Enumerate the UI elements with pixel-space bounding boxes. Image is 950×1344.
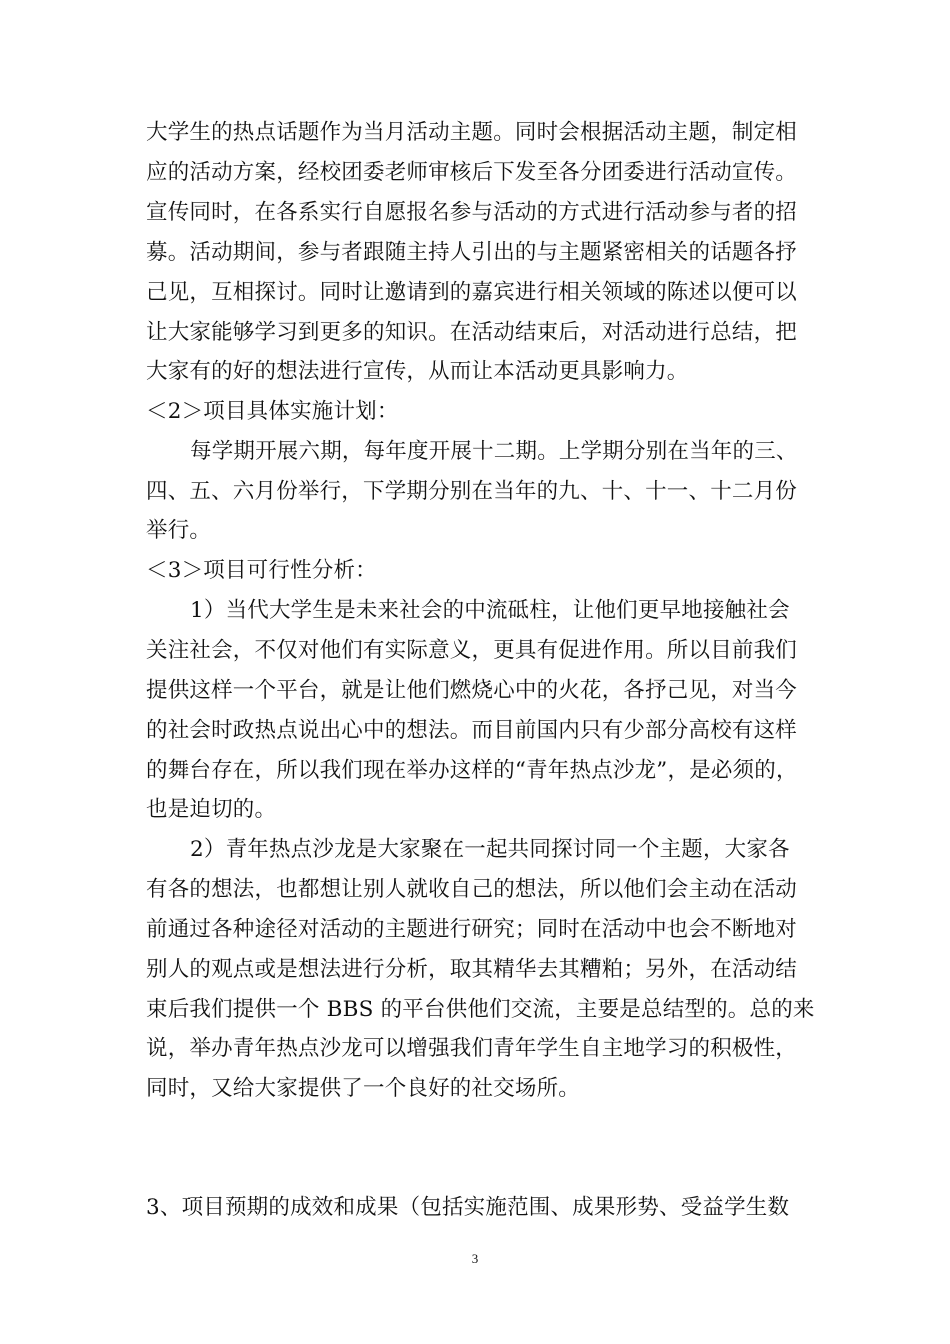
- paragraph-4-line: 2）青年热点沙龙是大家聚在一起共同探讨同一个主题，大家各: [190, 837, 790, 862]
- paragraph-1-line: 让大家能够学习到更多的知识。在活动结束后，对活动进行总结，把: [146, 320, 798, 345]
- paragraph-2-line: 每学期开展六期，每年度开展十二期。上学期分别在当年的三、: [190, 439, 798, 464]
- paragraph-1-line: 募。活动期间，参与者跟随主持人引出的与主题紧密相关的话题各抒: [146, 240, 798, 265]
- paragraph-3-line: 提供这样一个平台，就是让他们燃烧心中的火花，各抒己见，对当今: [146, 678, 798, 703]
- paragraph-4-line: 别人的观点或是想法进行分析，取其精华去其糟粕；另外，在活动结: [146, 957, 798, 982]
- paragraph-4-line: 有各的想法，也都想让别人就收自己的想法，所以他们会主动在活动: [146, 877, 798, 902]
- paragraph-3-line: 关注社会，不仅对他们有实际意义，更具有促进作用。所以目前我们: [146, 638, 798, 663]
- paragraph-3-line: 的舞台存在，所以我们现在举办这样的“青年热点沙龙”，是必须的，: [146, 758, 798, 783]
- paragraph-4-line: 前通过各种途径对活动的主题进行研究；同时在活动中也会不断地对: [146, 917, 798, 942]
- paragraph-2-line: 举行。: [146, 518, 212, 543]
- section-heading-feasibility: ＜3＞项目可行性分析：: [146, 558, 377, 583]
- paragraph-4-line: 说，举办青年热点沙龙可以增强我们青年学生自主地学习的积极性，: [146, 1036, 798, 1061]
- section-3-heading: 3、项目预期的成效和成果（包括实施范围、成果形势、受益学生数: [146, 1195, 790, 1220]
- paragraph-1-line: 大家有的好的想法进行宣传，从而让本活动更具影响力。: [146, 359, 689, 384]
- paragraph-3-line: 的社会时政热点说出心中的想法。而目前国内只有少部分高校有这样: [146, 718, 798, 743]
- paragraph-4-line: 束后我们提供一个 BBS 的平台供他们交流，主要是总结型的。总的来: [146, 997, 815, 1022]
- page-number: 3: [471, 1251, 479, 1266]
- paragraph-1-line: 宣传同时，在各系实行自愿报名参与活动的方式进行活动参与者的招: [146, 200, 798, 225]
- paragraph-3-line: 1）当代大学生是未来社会的中流砥柱，让他们更早地接触社会: [190, 598, 790, 623]
- paragraph-4-line: 同时，又给大家提供了一个良好的社交场所。: [146, 1076, 581, 1101]
- paragraph-1-line: 大学生的热点话题作为当月活动主题。同时会根据活动主题，制定相: [146, 120, 798, 145]
- paragraph-2-line: 四、五、六月份举行，下学期分别在当年的九、十、十一、十二月份: [146, 479, 798, 504]
- section-heading-plan: ＜2＞项目具体实施计划：: [146, 399, 399, 424]
- paragraph-3-line: 也是迫切的。: [146, 797, 277, 822]
- paragraph-1-line: 己见，互相探讨。同时让邀请到的嘉宾进行相关领域的陈述以便可以: [146, 280, 798, 305]
- paragraph-1-line: 应的活动方案，经校团委老师审核后下发至各分团委进行活动宣传。: [146, 160, 798, 185]
